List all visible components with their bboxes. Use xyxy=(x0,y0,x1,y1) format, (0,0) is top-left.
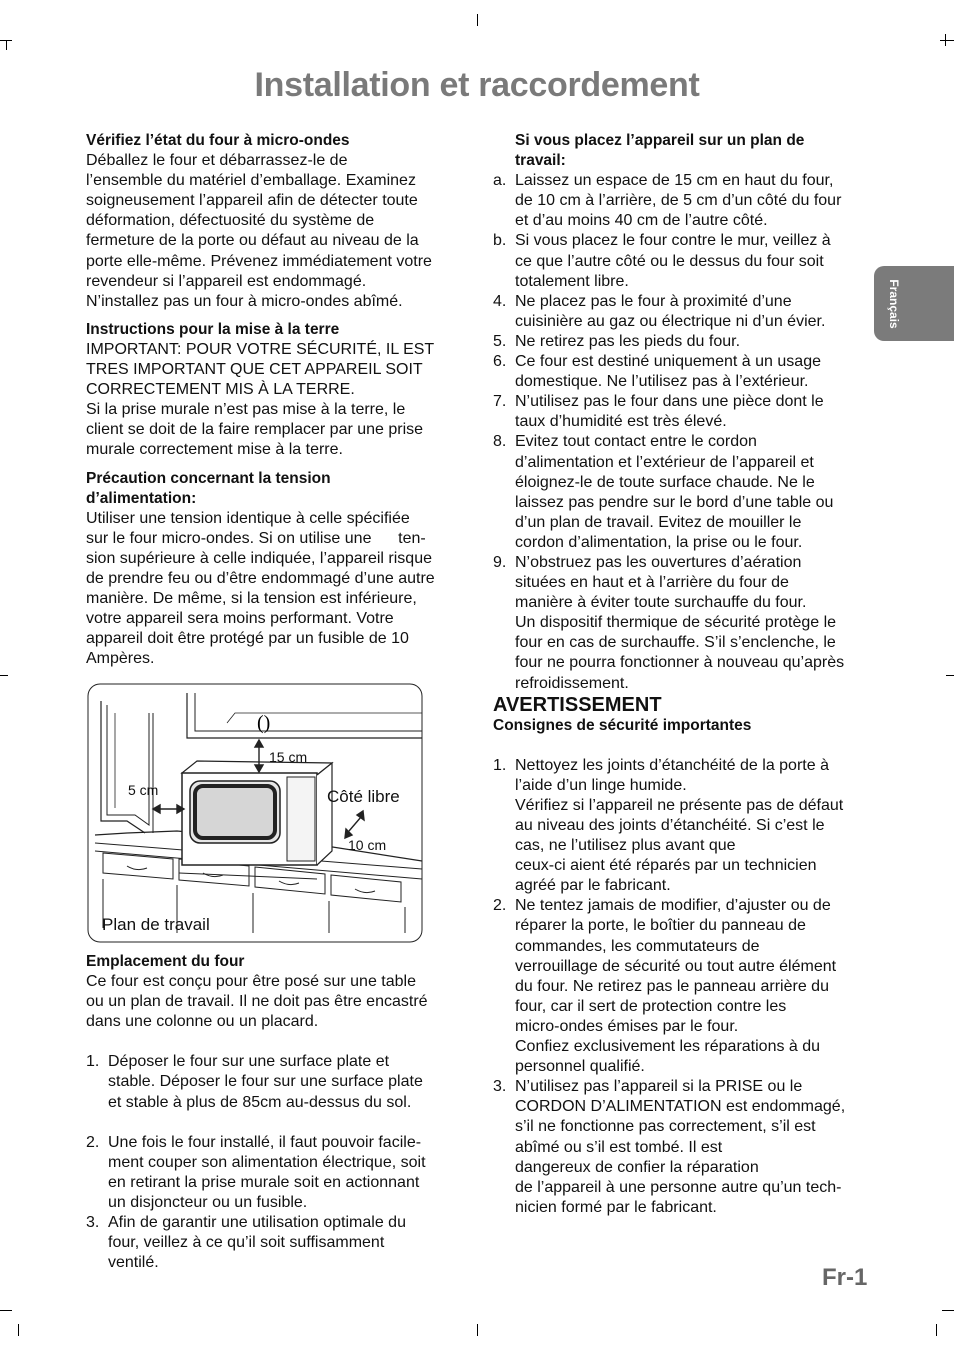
text-line: un disjoncteur ou un fusible. xyxy=(108,1193,308,1211)
crop-mark xyxy=(18,1324,19,1336)
text-line: Ce four est destiné uniquement à un usage xyxy=(515,353,821,371)
text-line: s’il ne fonctionne pas correctement, s’il est xyxy=(515,1118,816,1136)
list-item xyxy=(493,553,883,694)
text-line: Si la prise murale n’est pas mise à la terre, le xyxy=(86,401,406,419)
text-line: ceux-ci aient été réparés par un technicien xyxy=(515,857,817,875)
text-line: stable. Déposer le four sur une surface plate xyxy=(108,1073,423,1091)
item-number: 6. xyxy=(493,353,507,371)
text-line: Afin de garantir une utilisation optimale du xyxy=(108,1214,406,1232)
text-line: cuisinière au gaz ou électrique ni d’un évier. xyxy=(515,312,826,330)
text-line: four, car il sert de protection contre les xyxy=(515,997,787,1015)
text-line: four ne pourra fonctionner à nouveau qu’après xyxy=(515,654,845,672)
text-line: abîmé ou s’il est tombé. Il est xyxy=(515,1138,723,1156)
svg-text:(): () xyxy=(257,712,271,734)
text-line: totalement libre. xyxy=(515,272,629,290)
section-heading-worktop: Si vous placez l’appareil sur un plan de xyxy=(515,132,805,149)
section-heading-voltage-2: d’alimentation: xyxy=(86,489,197,507)
text-line: sur le four micro-ondes. Si on utilise une ten- xyxy=(86,529,426,547)
text-line: en retirant la prise murale soit en actionnant xyxy=(108,1173,420,1191)
section-heading-worktop-2: travail: xyxy=(515,152,566,170)
text-line: CORRECTEMENT MIS À LA TERRE. xyxy=(86,381,355,399)
item-number: 7. xyxy=(493,393,507,411)
right-column xyxy=(493,131,883,1218)
text-line: Laissez un espace de 15 cm en haut du four, xyxy=(515,172,834,190)
text-line: IMPORTANT: POUR VOTRE SÉCURITÉ, IL EST xyxy=(86,340,435,358)
list-item xyxy=(493,1077,883,1218)
text-line: d’un plan de travail. Evitez de mouiller le xyxy=(515,513,802,531)
text-line: dangereux de confier la réparation xyxy=(515,1158,759,1176)
list-item xyxy=(493,896,883,1077)
text-line: Ne retirez pas les pieds du four. xyxy=(515,332,741,350)
text-line: manière. De même, si la tension est inférieure, xyxy=(86,590,417,608)
text-line: appareil doit être protégé par un fusible de 10 xyxy=(86,630,409,648)
section-heading-voltage: Précaution concernant la tension xyxy=(86,469,331,487)
section-heading-grounding: Instructions pour la mise à la terre xyxy=(86,320,340,338)
text-line: N’obstruez pas les ouvertures d’aération xyxy=(515,553,802,571)
label-15cm: 15 cm xyxy=(269,749,308,765)
label-5cm: 5 cm xyxy=(128,782,159,798)
language-tab-label: Français xyxy=(887,279,901,329)
list-item xyxy=(493,352,883,392)
text-line: CORDON D’ALIMENTATION est endommagé, xyxy=(515,1098,846,1116)
item-number: 3. xyxy=(86,1214,100,1232)
text-line: Si vous placez le four contre le mur, veillez à xyxy=(515,232,831,250)
crop-mark xyxy=(477,1324,478,1336)
list-item xyxy=(493,392,883,432)
text-line: agréé par le fabricant. xyxy=(515,877,671,895)
text-line: nicien formé par le fabricant. xyxy=(515,1198,717,1216)
crop-mark xyxy=(0,40,12,41)
text-line: N’installez pas un four à micro-ondes abîmé. xyxy=(86,292,403,310)
list-item xyxy=(493,171,883,231)
text-line: déformation, défectuosité du système de xyxy=(86,212,375,230)
item-number: 5. xyxy=(493,332,507,350)
text-line: de prendre feu ou d’être endommagé d’une autre xyxy=(86,569,435,587)
warning-title: AVERTISSEMENT xyxy=(493,693,662,716)
text-line: et stable à plus de 85cm au-dessus du sol. xyxy=(108,1093,412,1111)
text-line: N’utilisez pas l’appareil si la PRISE ou le xyxy=(515,1078,803,1096)
text-line: ou un plan de travail. Il ne doit pas être encastré xyxy=(86,993,428,1011)
text-line: porte elle-même. Prévenez immédiatement votre xyxy=(86,252,432,270)
text-line: Vérifiez si l’appareil ne présente pas de défaut xyxy=(515,796,844,814)
text-line: Ne placez pas le four à proximité d’une xyxy=(515,292,792,310)
text-line: cas, ne l’utilisez plus avant que xyxy=(515,837,736,855)
item-number: 2. xyxy=(493,897,507,915)
text-line: murale correctement mise à la terre. xyxy=(86,441,343,459)
text-line: ventilé. xyxy=(108,1254,159,1272)
label-10cm: 10 cm xyxy=(348,837,387,853)
crop-mark xyxy=(0,675,8,676)
text-line: laissez pas pendre sur le bord d’une table ou xyxy=(515,493,834,511)
text-line: Une fois le four installé, il faut pouvoir facile- xyxy=(108,1133,422,1151)
list-item xyxy=(493,292,883,332)
text-line: ment couper son alimentation électrique, soit xyxy=(108,1153,426,1171)
text-line: client se doit de la faire remplacer par une prise xyxy=(86,421,424,439)
text-line: Utiliser une tension identique à celle spécifiée xyxy=(86,509,410,527)
crop-mark xyxy=(936,1324,937,1336)
text-line: Déballez le four et débarrassez-le de xyxy=(86,152,348,170)
installation-diagram xyxy=(87,683,423,943)
text-line: votre appareil sera moins performant. Votre xyxy=(86,610,394,628)
text-line: dans une colonne ou un placard. xyxy=(86,1013,319,1031)
section-heading-check: Vérifiez l’état du four à micro-ondes xyxy=(86,132,350,149)
list-item xyxy=(86,1213,476,1273)
text-line: manière à éviter toute surchauffe du four. xyxy=(515,594,807,612)
page-title: Installation et raccordement xyxy=(254,66,700,104)
item-number: 3. xyxy=(493,1078,507,1096)
text-line: du four. Ne retirez pas le panneau arrière du xyxy=(515,977,829,995)
text-line: l’ensemble du matériel d’emballage. Examinez xyxy=(86,172,416,190)
text-line: sion supérieure à celle indiquée, l’appareil risque xyxy=(86,549,432,567)
label-side-free: Côté libre xyxy=(327,787,400,806)
item-number: 1. xyxy=(493,756,507,774)
text-line: soigneusement l’appareil afin de détecter toute xyxy=(86,192,418,210)
list-item xyxy=(493,231,883,291)
list-item xyxy=(86,1052,476,1112)
text-line: ce que l’autre côté ou le dessus du four soit xyxy=(515,252,824,270)
crop-mark xyxy=(0,1310,12,1311)
item-number: 9. xyxy=(493,553,507,571)
text-line: Nettoyez les joints d’étanchéité de la porte à xyxy=(515,756,829,774)
crop-mark xyxy=(940,40,954,41)
item-number: b. xyxy=(493,232,507,250)
label-worktop: Plan de travail xyxy=(102,915,210,934)
text-line: réparer la porte, le boîtier du panneau de xyxy=(515,917,806,935)
text-line: cordon d’alimentation, la prise ou le four. xyxy=(515,533,803,551)
page-number: Fr-1 xyxy=(822,1264,868,1291)
text-line: personnel qualifié. xyxy=(515,1058,645,1076)
list-item xyxy=(493,756,883,897)
text-line: taux d’humidité est très élevé. xyxy=(515,413,727,431)
text-line: commandes, les commutateurs de xyxy=(515,937,760,955)
item-number: 4. xyxy=(493,292,507,310)
item-number: 1. xyxy=(86,1053,100,1071)
text-line: au niveau des joints d’étanchéité. Si c’est le xyxy=(515,817,825,834)
text-line: éloignez-le de toute surface chaude. Ne le xyxy=(515,473,815,491)
left-column xyxy=(86,131,476,669)
text-line: four, veillez à ce qu’il soit suffisamment xyxy=(108,1234,385,1252)
text-line: situées en haut et à l’arrière du four de xyxy=(515,574,789,592)
text-line: TRES IMPORTANT QUE CET APPAREIL SOIT xyxy=(86,361,423,379)
item-number: 8. xyxy=(493,433,507,451)
list-item xyxy=(86,1133,476,1213)
text-line: de 10 cm à l’arrière, de 5 cm d’un côté du four xyxy=(515,192,842,210)
text-line: Confiez exclusivement les réparations à du xyxy=(515,1038,821,1056)
text-line: verrouillage de sécurité ou tout autre élément xyxy=(515,957,837,975)
text-line: revendeur si l’appareil est endommagé. xyxy=(86,272,367,290)
item-number: a. xyxy=(493,172,507,190)
crop-mark xyxy=(6,40,7,50)
section-heading-placement: Emplacement du four xyxy=(86,953,245,970)
text-line: four en cas de surchauffe. S’il s’enclenche, le xyxy=(515,634,836,652)
left-column-lower xyxy=(86,952,476,1273)
text-line: d’alimentation et l’extérieur de l’appareil et xyxy=(515,453,814,471)
text-line: et d’au moins 40 cm de l’autre côté. xyxy=(515,212,768,230)
text-line: Un dispositif thermique de sécurité protège le xyxy=(515,614,837,632)
list-item xyxy=(493,332,883,352)
crop-mark xyxy=(477,14,478,26)
item-number: 2. xyxy=(86,1133,100,1151)
text-line: fermeture de la porte ou défaut au niveau de la xyxy=(86,232,419,250)
text-line: Ampères. xyxy=(86,650,155,668)
warning-subtitle: Consignes de sécurité importantes xyxy=(493,716,752,734)
text-line: l’aide d’un linge humide. xyxy=(515,776,687,794)
text-line: Evitez tout contact entre le cordon xyxy=(515,433,757,451)
text-line: de l’appareil à une personne autre qu’un tech- xyxy=(515,1178,842,1196)
diagram-drawing xyxy=(87,683,423,943)
text-line: Déposer le four sur une surface plate et xyxy=(108,1053,390,1071)
text-line: domestique. Ne l’utilisez pas à l’extérieur. xyxy=(515,373,809,391)
text-line: refroidissement. xyxy=(515,674,629,692)
language-tab xyxy=(874,266,954,341)
text-line: Ce four est conçu pour être posé sur une table xyxy=(86,973,416,991)
text-line: micro-ondes émises par le four. xyxy=(515,1017,739,1035)
text-line: Ne tentez jamais de modifier, d’ajuster ou de xyxy=(515,897,831,915)
crop-mark xyxy=(946,675,954,676)
text-line: N’utilisez pas le four dans une pièce dont le xyxy=(515,393,824,411)
list-item xyxy=(493,432,883,553)
crop-mark xyxy=(942,1310,954,1311)
crop-mark xyxy=(945,34,946,46)
